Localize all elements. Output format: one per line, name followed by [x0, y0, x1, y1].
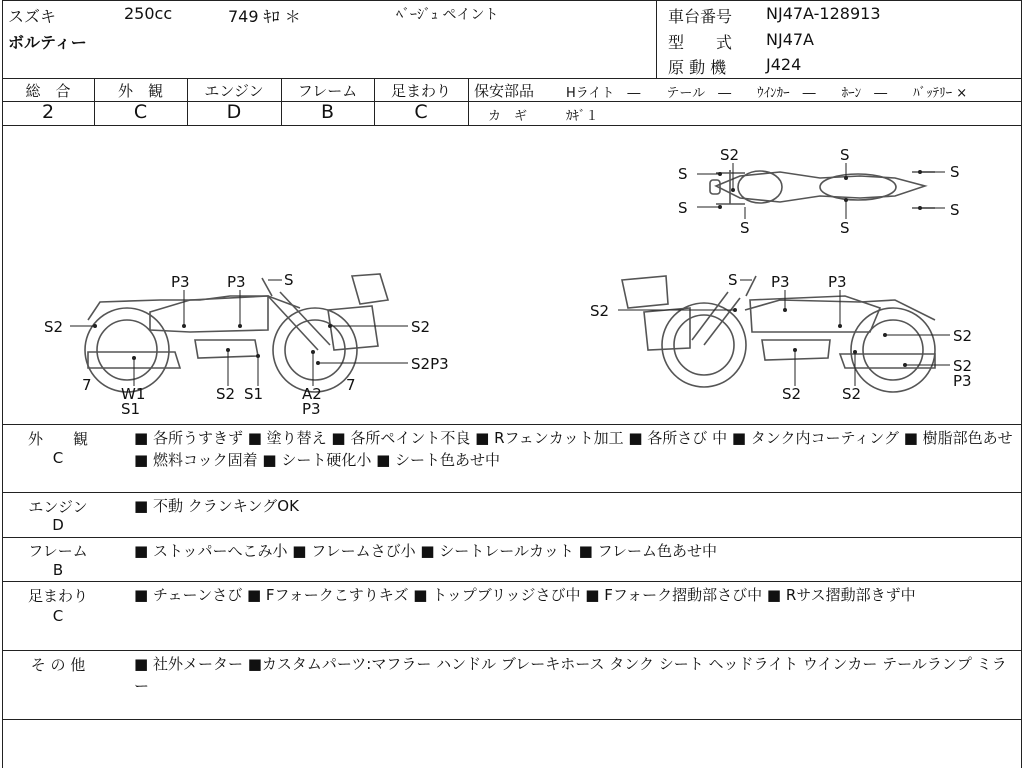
section-title-suspension: 足まわり	[27, 587, 88, 605]
grade-value-suspension: C	[414, 101, 428, 123]
chassis-number: NJ47A-128913	[766, 4, 881, 23]
right-label-s2-b2: S2	[842, 385, 862, 403]
grade-value-engine: D	[226, 101, 242, 123]
right-label-s2-left: S2	[590, 302, 610, 320]
left-label-a2: A2	[302, 385, 322, 403]
section-grade-exterior: C	[52, 449, 64, 467]
section-text-suspension: ■ チェーンさび ■ Fフォークこすりキズ ■ トップブリッジさび中 ■ Fフォーク摺動部さび中 ■ Rサス摺動部きず中	[134, 586, 916, 604]
body-color: ﾍﾞｰｼﾞｭ ペイント	[396, 7, 499, 23]
section-title-exterior: 外 観	[27, 430, 88, 448]
right-label-p3-2: P3	[828, 273, 847, 291]
section-text-engine: ■ 不動 クランキングOK	[134, 497, 299, 515]
engine-model-label: 原 動 機	[668, 58, 727, 77]
left-label-p3-2: P3	[227, 273, 246, 291]
top-label-s2: S2	[720, 146, 740, 164]
right-side-bike	[622, 276, 935, 392]
key-value: ｶｷﾞ１	[566, 109, 599, 124]
left-label-s2-left: S2	[44, 318, 64, 336]
top-label-s-3: S	[740, 219, 750, 237]
top-label-s-2: S	[678, 199, 688, 217]
top-view-bike	[710, 170, 935, 208]
right-label-p3-r: P3	[953, 372, 972, 390]
section-text-other: ■ 社外メーター ■カスタムパーツ:マフラー ハンドル ブレーキホース タンク シート ヘッドライト ウインカー テールランプ ミラー	[134, 655, 1007, 695]
top-label-s-5: S	[840, 219, 850, 237]
grade-label-frame: フレーム	[297, 82, 358, 100]
section-title-other: そ の 他	[30, 656, 86, 674]
section-text-frame: ■ ストッパーへこみ小 ■ フレームさび小 ■ シートレールカット ■ フレーム色あせ中	[134, 542, 717, 560]
displacement: 250cc	[124, 4, 173, 23]
engine-model-value: J424	[766, 55, 802, 74]
right-label-s: S	[728, 271, 738, 289]
right-label-p3-1: P3	[771, 273, 790, 291]
top-label-s-6: S	[950, 163, 960, 181]
section-grade-suspension: C	[52, 607, 64, 625]
section-grade-frame: B	[52, 561, 64, 579]
chassis-label: 車台番号	[668, 7, 733, 26]
left-label-7a: 7	[82, 376, 92, 394]
grade-label-exterior: 外 観	[117, 82, 163, 100]
left-side-bike	[85, 274, 388, 392]
left-label-p3-1: P3	[171, 273, 190, 291]
section-title-frame: フレーム	[28, 542, 88, 560]
left-label-s: S	[284, 271, 294, 289]
grade-value-frame: B	[320, 101, 335, 123]
maker-name: スズキ	[8, 7, 57, 26]
left-label-p3-bottom: P3	[302, 400, 321, 418]
safety-label: 保安部品	[474, 82, 535, 100]
safety-items: Hライト ― テール ― ｳｲﾝｶｰ ― ﾎｰﾝ ― ﾊﾞｯﾃﾘｰ ×	[566, 86, 968, 101]
left-label-s2-right: S2	[411, 318, 431, 336]
model-name: ボルティー	[8, 33, 87, 52]
grade-value-exterior: C	[133, 101, 148, 123]
right-label-s2-b1: S2	[782, 385, 802, 403]
left-label-s2-bottom: S2	[216, 385, 236, 403]
left-label-s1-bottom: S1	[244, 385, 264, 403]
section-title-engine: エンジン	[28, 498, 88, 516]
right-label-s2-r1: S2	[953, 327, 973, 345]
key-label: カ ギ	[488, 109, 528, 124]
grade-label-overall: 総 合	[25, 82, 71, 100]
right-label-s2-r2: S2	[953, 357, 973, 375]
left-label-s1a: S1	[121, 400, 141, 418]
section-grade-engine: D	[52, 516, 64, 534]
top-label-s-4: S	[840, 146, 850, 164]
type-label: 型 式	[668, 33, 733, 52]
left-label-s2p3: S2P3	[411, 355, 449, 373]
section-text-exterior: ■ 各所うすきず ■ 塗り替え ■ 各所ペイント不良 ■ Rフェンカット加工 ■ 各所さび 中 ■ タンク内コーティング ■ 樹脂部色あせ ■ 燃料コック固着 ■ シート硬化小 ■ シート色あせ中	[134, 429, 1013, 469]
top-label-s-7: S	[950, 201, 960, 219]
top-label-s-1: S	[678, 165, 688, 183]
mileage: 749 ｷﾛ ＊	[228, 7, 301, 26]
grade-label-suspension: 足まわり	[390, 82, 451, 100]
left-label-7b: 7	[346, 376, 356, 394]
grade-value-overall: 2	[41, 101, 55, 123]
grade-label-engine: エンジン	[204, 82, 264, 100]
left-label-w1: W1	[121, 385, 146, 403]
type-value: NJ47A	[766, 30, 814, 49]
